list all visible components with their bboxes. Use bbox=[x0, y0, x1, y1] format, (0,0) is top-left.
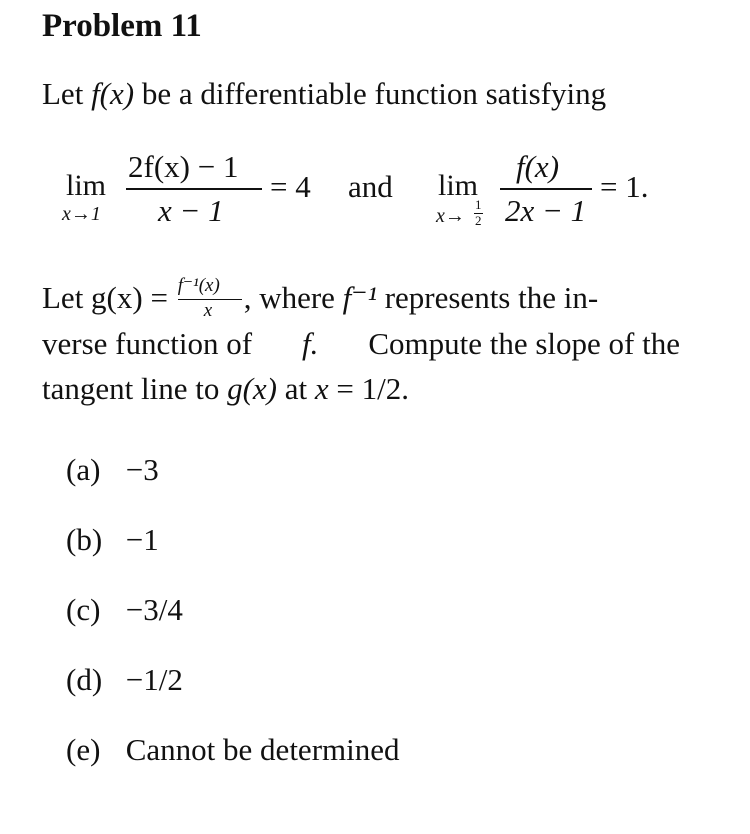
body-line-3 bbox=[42, 371, 409, 407]
inline-fraction-numerator: f⁻¹(x) bbox=[177, 274, 220, 296]
option-c[interactable] bbox=[66, 592, 183, 628]
lim1-subscript: x→1 bbox=[62, 203, 101, 225]
intro-rest: be a differentiable function satisfying bbox=[141, 76, 607, 111]
inline-fraction bbox=[176, 274, 244, 321]
lim2-fraction-bar bbox=[500, 188, 592, 190]
lim1-rhs: = 4 bbox=[270, 169, 311, 204]
body-where: , where bbox=[243, 280, 335, 315]
body-compute: Compute the slope of the bbox=[368, 326, 680, 361]
lim2-denominator: 2x − 1 bbox=[505, 193, 587, 228]
body-tangent: tangent line to bbox=[42, 371, 220, 406]
lim2-subscript-num: 1 bbox=[475, 197, 482, 212]
intro-line bbox=[42, 76, 606, 112]
option-label: (e) bbox=[66, 732, 101, 767]
limits-equation bbox=[0, 145, 750, 235]
lim1-fraction-bar bbox=[126, 188, 262, 190]
option-label: (a) bbox=[66, 452, 101, 487]
option-label: (b) bbox=[66, 522, 103, 557]
body-half: = 1/2. bbox=[336, 371, 409, 406]
body-verse: verse function of bbox=[42, 326, 253, 361]
lim1-operator: lim bbox=[66, 169, 107, 202]
option-value: −3 bbox=[125, 452, 159, 487]
lim2-operator: lim bbox=[438, 169, 479, 202]
option-value: Cannot be determined bbox=[125, 732, 400, 767]
body-represents: represents the in- bbox=[384, 280, 599, 315]
body-gx: g(x) bbox=[227, 371, 277, 406]
option-value: −1 bbox=[125, 522, 159, 557]
intro-let: Let bbox=[42, 76, 84, 111]
body-finv: f⁻¹ bbox=[342, 280, 377, 315]
problem-title: Problem 11 bbox=[42, 8, 202, 44]
intro-fx: f(x) bbox=[91, 76, 135, 111]
option-a[interactable] bbox=[66, 452, 159, 488]
lim1-denominator: x − 1 bbox=[158, 193, 224, 228]
body-line-2 bbox=[42, 326, 680, 362]
body-let-gx: Let g(x) = bbox=[42, 280, 168, 315]
inline-fraction-denominator: x bbox=[203, 299, 213, 321]
body-x: x bbox=[314, 371, 329, 406]
option-label: (d) bbox=[66, 662, 103, 697]
body-line-1 bbox=[42, 274, 599, 321]
lim2-rhs: = 1. bbox=[600, 169, 649, 204]
lim2-numerator: f(x) bbox=[516, 149, 560, 184]
body-f: f. bbox=[302, 326, 319, 361]
option-label: (c) bbox=[66, 592, 101, 627]
option-e[interactable] bbox=[66, 732, 400, 768]
option-value: −1/2 bbox=[125, 662, 183, 697]
body-at: at bbox=[284, 371, 308, 406]
lim1-numerator: 2f(x) − 1 bbox=[128, 149, 239, 184]
conjunction-and: and bbox=[348, 169, 393, 204]
option-d[interactable] bbox=[66, 662, 183, 698]
lim2-subscript-den: 2 bbox=[475, 213, 482, 228]
option-value: −3/4 bbox=[125, 592, 183, 627]
lim2-subscript-var: x→ bbox=[436, 205, 465, 227]
option-b[interactable] bbox=[66, 522, 159, 558]
